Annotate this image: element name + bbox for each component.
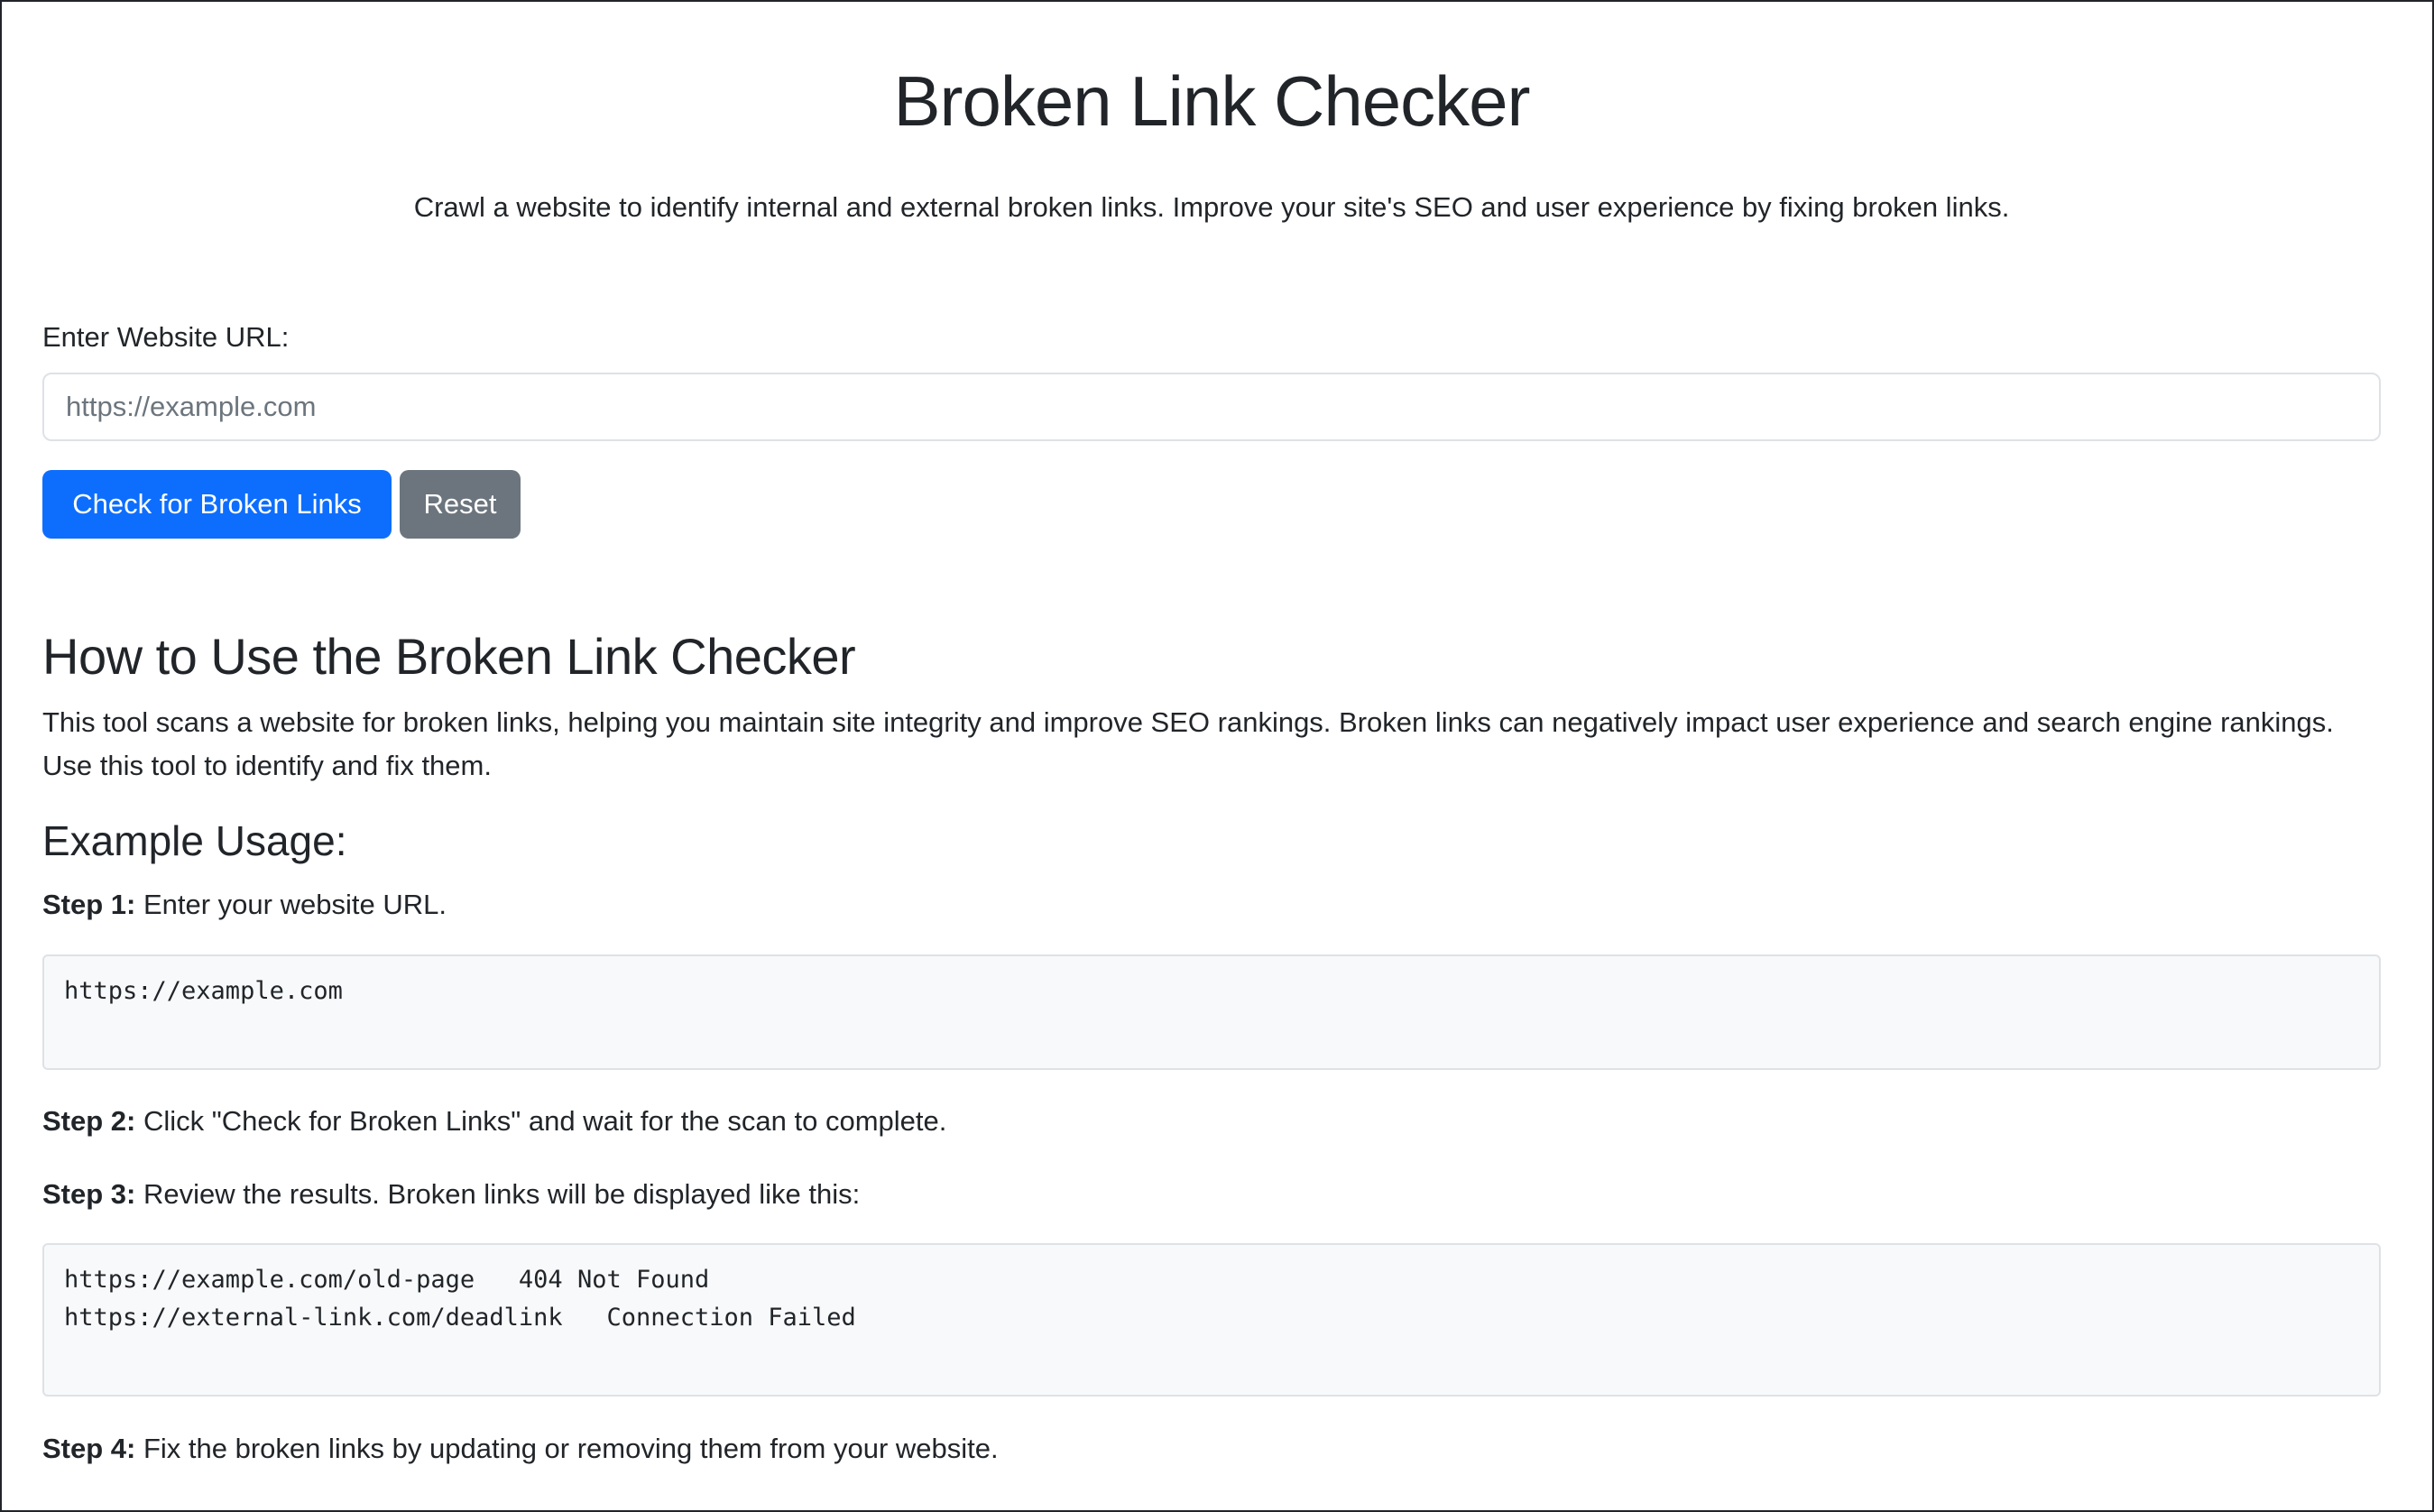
page-subtitle: Crawl a website to identify internal and external broken links. Improve your site's SEO and user experience by fixing broken links. bbox=[413, 191, 2010, 223]
step-3 bbox=[42, 1173, 860, 1216]
step-3-label: Step 3: bbox=[42, 1178, 136, 1210]
url-input[interactable] bbox=[42, 373, 2381, 441]
check-broken-links-button[interactable]: Check for Broken Links bbox=[42, 470, 392, 539]
step-4 bbox=[42, 1427, 999, 1471]
step-1-text: Enter your website URL. bbox=[135, 889, 447, 920]
step-1-label: Step 1: bbox=[42, 889, 136, 920]
example-url-code bbox=[42, 954, 2381, 1070]
step-4-text: Fix the broken links by updating or removing them from your website. bbox=[135, 1433, 999, 1464]
step-3-text: Review the results. Broken links will be displayed like this: bbox=[135, 1178, 861, 1210]
step-2 bbox=[42, 1100, 946, 1143]
example-result-line: https://example.com/old-page 404 Not Found bbox=[64, 1266, 710, 1294]
example-result-line: https://external-link.com/deadlink Connection Failed bbox=[64, 1304, 856, 1332]
example-url-code-text: https://example.com bbox=[64, 977, 343, 1005]
page-title: Broken Link Checker bbox=[893, 61, 1530, 141]
step-1 bbox=[42, 883, 447, 927]
step-2-label: Step 2: bbox=[42, 1105, 136, 1137]
example-usage-heading: Example Usage: bbox=[42, 817, 347, 864]
reset-button[interactable]: Reset bbox=[400, 470, 521, 539]
howto-heading: How to Use the Broken Link Checker bbox=[42, 628, 856, 685]
url-label: Enter Website URL: bbox=[42, 321, 290, 353]
howto-intro: This tool scans a website for broken links, helping you maintain site integrity and improve SEO rankings. Broken links can negatively impact user experience and search engine rankings. Use this tool to identify and fix them. bbox=[42, 706, 2334, 781]
example-results-code bbox=[42, 1243, 2381, 1397]
step-2-text: Click "Check for Broken Links" and wait for the scan to complete. bbox=[135, 1105, 947, 1137]
button-row bbox=[42, 470, 521, 539]
step-4-label: Step 4: bbox=[42, 1433, 136, 1464]
